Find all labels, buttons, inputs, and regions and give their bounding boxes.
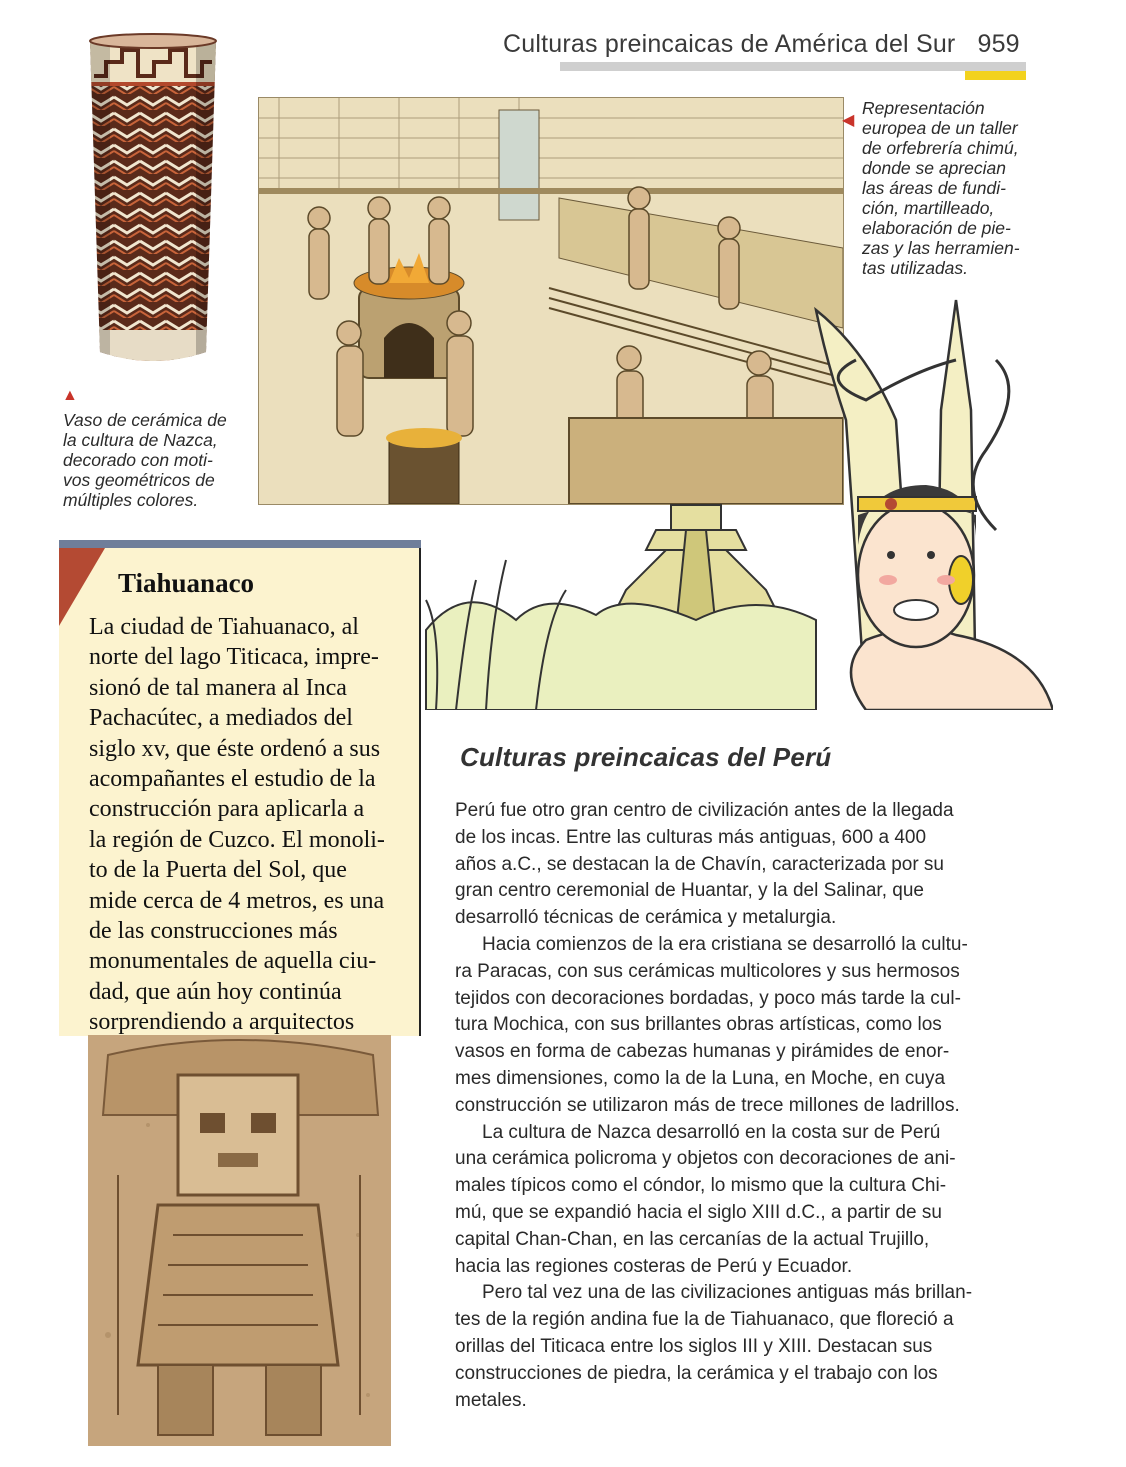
sidebar-title: Tiahuanaco: [118, 568, 255, 598]
pyramid-and-native-illustration: [396, 290, 1053, 710]
stone-relief-image: [88, 1035, 391, 1446]
header-rule: [560, 62, 1026, 71]
article-paragraph: La cultura de Nazca desarrolló en la costa sur de Perú una cerámica policroma y objetos con decoraciones de ani- males típicos como el cóndor, lo mismo que la cultura Chi- mú, que se expandió hacia el siglo XIII d.C., a partir de su capital Chan-Chan, en las cercanías de la actual Trujillo, hacia las regiones costeras de Perú y Ecuador.: [455, 1121, 956, 1277]
vase-caption: Vaso de cerámica de la cultura de Nazca, decorado con moti- vos geométricos de múltiples colores.: [63, 410, 227, 510]
page-number: 959: [977, 30, 1020, 58]
caption-pointer-icon: ▲: [62, 387, 78, 404]
workshop-caption: Representación europea de un taller de orfebrería chimú, donde se aprecian las áreas de fundi- ción, martilleado, elaboración de pie- zas y las herramien- tas utilizadas.: [862, 98, 1020, 278]
article-paragraph: Perú fue otro gran centro de civilización antes de la llegada de los incas. Entre las culturas más antiguas, 600 a 400 años a.C., se destacan la de Chavín, caracterizada por su gran centro ceremonial de Huantar, y la del Salinar, que desarrolló técnicas de cerámica y metalurgia.: [455, 800, 954, 929]
running-head-title: Culturas preincaicas de América del Sur: [503, 30, 956, 58]
sidebar-top-bar: [59, 540, 421, 548]
article-paragraph: Hacia comienzos de la era cristiana se desarrolló la cultu- ra Paracas, con sus cerámicas multicolores y sus hermosos tejidos con decoraciones bordadas, y poco más tarde la cul- tura Mochica, con sus brillantes obras artísticas, como los vasos en forma de cabezas humanas y pirámides de enor- mes dimensiones, como la de la Luna, en Moche, en cuya construcción se utilizaron más de trece millones de ladrillos.: [455, 933, 968, 1116]
running-head: [503, 30, 1020, 59]
sidebar-text: La ciudad de Tiahuanaco, al norte del lago Titicaca, impre- sionó de tal manera al Inca Pachacútec, a mediados del siglo xv, que éste ordenó a sus acompañantes el estudio de la construcción para aplicarla a la región de Cuzco. El monoli- to de la Puerta del Sol, que mide cerca de 4 metros, es una de las construcciones más monumentales de aquella ciu- dad, que aún hoy continúa sorprendiendo a arquitectos: [89, 614, 385, 1036]
article-title: Culturas preincaicas del Perú: [460, 742, 832, 772]
article-body: [455, 798, 1023, 1414]
caption-pointer-icon: ◀: [842, 112, 855, 129]
nazca-vase-image: [88, 30, 218, 370]
article-paragraph: Pero tal vez una de las civilizaciones antiguas más brillan- tes de la región andina fue la de Tiahuanaco, que floreció a orillas del Titicaca entre los siglos III y XIII. Destacan sus construcciones de piedra, la cerámica y el trabajo con los metales.: [455, 1282, 973, 1411]
header-rule-accent: [965, 71, 1026, 80]
